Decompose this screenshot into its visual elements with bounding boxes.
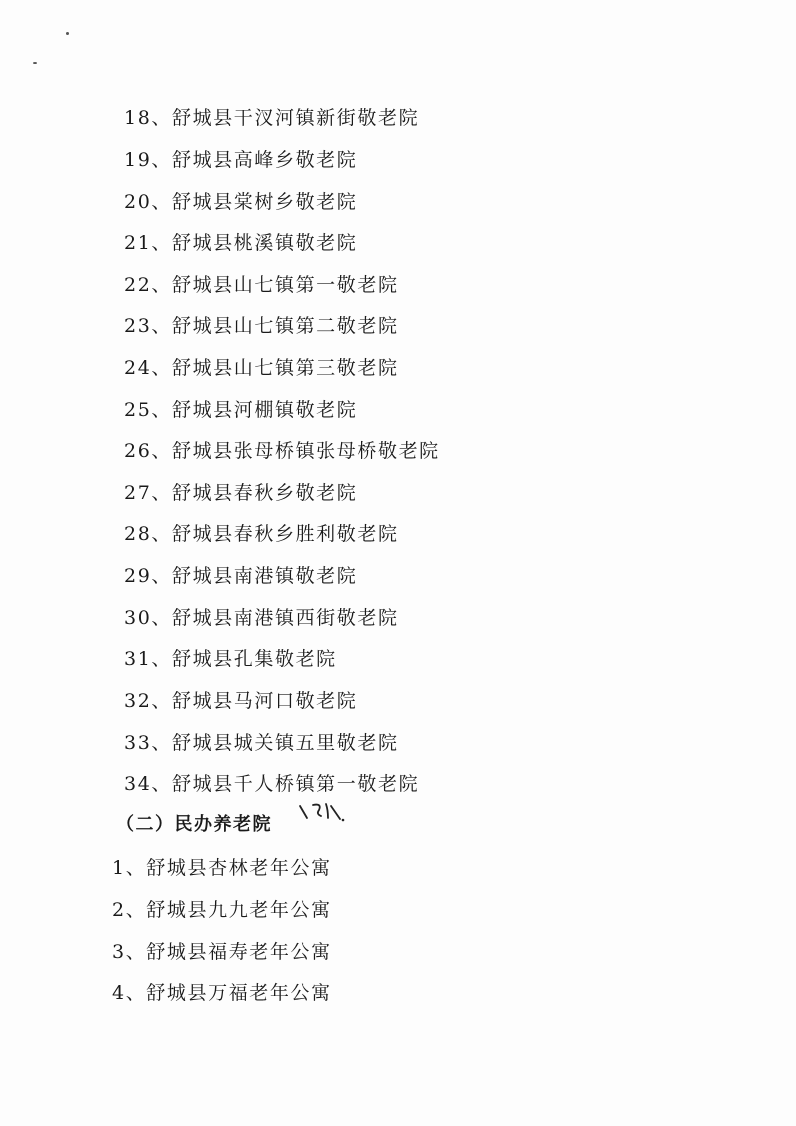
handwritten-mark xyxy=(298,796,348,830)
list-item: 4、舒城县万福老年公寓 xyxy=(112,982,332,1004)
list-item: 3、舒城县福寿老年公寓 xyxy=(112,941,332,963)
list-item: 34、舒城县千人桥镇第一敬老院 xyxy=(124,773,420,795)
list-item: 22、舒城县山七镇第一敬老院 xyxy=(124,274,399,296)
list-item: 2、舒城县九九老年公寓 xyxy=(112,899,332,921)
list-item: 27、舒城县春秋乡敬老院 xyxy=(124,482,358,504)
list-item: 21、舒城县桃溪镇敬老院 xyxy=(124,232,358,254)
section-heading: （二）民办养老院 xyxy=(116,814,272,835)
list-item: 23、舒城县山七镇第二敬老院 xyxy=(124,315,399,337)
scan-speck xyxy=(33,62,37,64)
list-item: 29、舒城县南港镇敬老院 xyxy=(124,565,358,587)
list-item: 25、舒城县河棚镇敬老院 xyxy=(124,399,358,421)
list-item: 33、舒城县城关镇五里敬老院 xyxy=(124,732,399,754)
list-item: 31、舒城县孔集敬老院 xyxy=(124,648,337,670)
list-item: 32、舒城县马河口敬老院 xyxy=(124,690,358,712)
list-item: 1、舒城县杏林老年公寓 xyxy=(112,857,332,879)
list-item: 19、舒城县高峰乡敬老院 xyxy=(124,149,358,171)
list-item: 26、舒城县张母桥镇张母桥敬老院 xyxy=(124,440,440,462)
list-item: 28、舒城县春秋乡胜利敬老院 xyxy=(124,523,399,545)
list-item: 30、舒城县南港镇西街敬老院 xyxy=(124,607,399,629)
scan-speck xyxy=(66,32,69,35)
list-item: 18、舒城县干汊河镇新街敬老院 xyxy=(124,107,420,129)
list-item: 24、舒城县山七镇第三敬老院 xyxy=(124,357,399,379)
list-item: 20、舒城县棠树乡敬老院 xyxy=(124,191,358,213)
